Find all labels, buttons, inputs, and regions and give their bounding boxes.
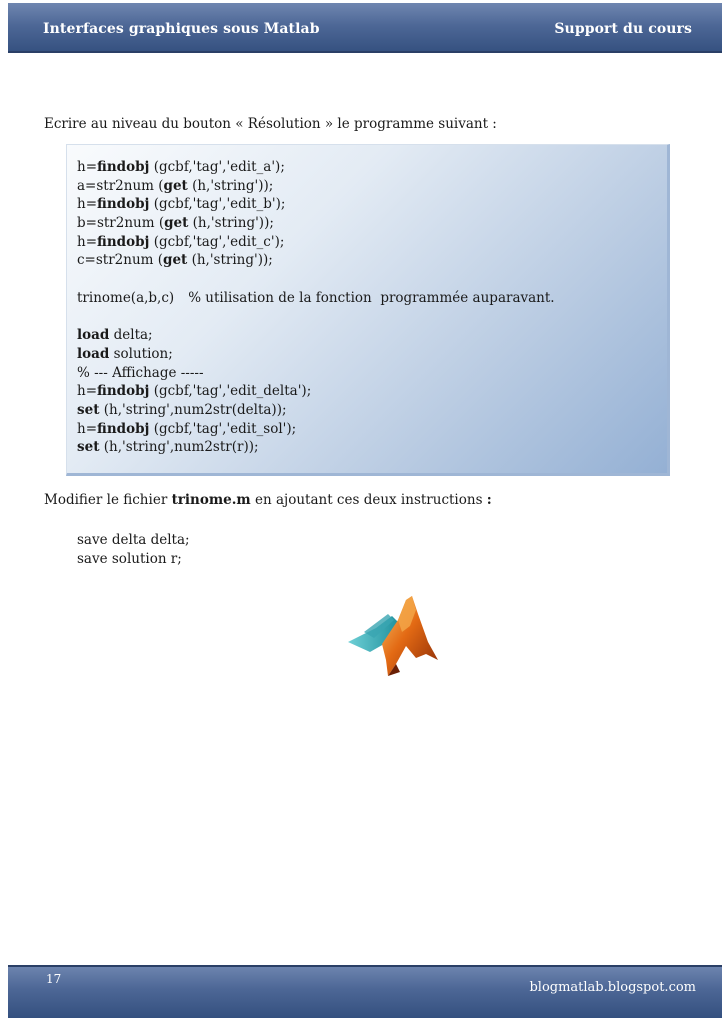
page-header xyxy=(8,3,722,53)
instruction-block xyxy=(77,531,190,569)
footer-site: blogmatlab.blogspot.com xyxy=(529,980,696,995)
code-line: h=findobj (gcbf,'tag','edit_sol'); xyxy=(77,420,297,437)
code-line: b=str2num (get (h,'string')); xyxy=(77,215,274,232)
instruction-line: save solution r; xyxy=(77,551,182,567)
code-line: h=findobj (gcbf,'tag','edit_b'); xyxy=(77,196,286,213)
code-line: h=findobj (gcbf,'tag','edit_a'); xyxy=(77,159,285,175)
instruction-line: save delta delta; xyxy=(77,532,190,548)
code-line: h=findobj (gcbf,'tag','edit_delta'); xyxy=(77,383,312,400)
code-line: % --- Affichage ----- xyxy=(77,364,204,381)
header-title: Interfaces graphiques sous Matlab xyxy=(43,21,320,37)
intro-paragraph: Ecrire au niveau du bouton « Résolution » le programme suivant : xyxy=(44,116,497,132)
code-line: load solution; xyxy=(77,345,173,362)
code-line: set (h,'string',num2str(r)); xyxy=(77,439,259,456)
code-comment: % utilisation de la fonction programmée auparavant. xyxy=(188,289,555,306)
page-number: 17 xyxy=(46,972,62,986)
code-block xyxy=(77,158,555,457)
code-line: a=str2num (get (h,'string')); xyxy=(77,177,274,194)
code-line: c=str2num (get (h,'string')); xyxy=(77,252,273,269)
page-footer xyxy=(8,965,722,1018)
code-line: h=findobj (gcbf,'tag','edit_c'); xyxy=(77,233,285,250)
matlab-membrane-logo-icon xyxy=(330,586,452,682)
code-line: load delta; xyxy=(77,327,153,344)
code-line: trinome(a,b,c) % utilisation de la fonction programmée auparavant. xyxy=(77,289,555,306)
file-name: trinome.m xyxy=(171,492,251,508)
code-line: set (h,'string',num2str(delta)); xyxy=(77,401,287,418)
modify-paragraph: Modifier le fichier trinome.m en ajoutant ces deux instructions : xyxy=(44,492,492,508)
header-subtitle: Support du cours xyxy=(554,21,692,37)
